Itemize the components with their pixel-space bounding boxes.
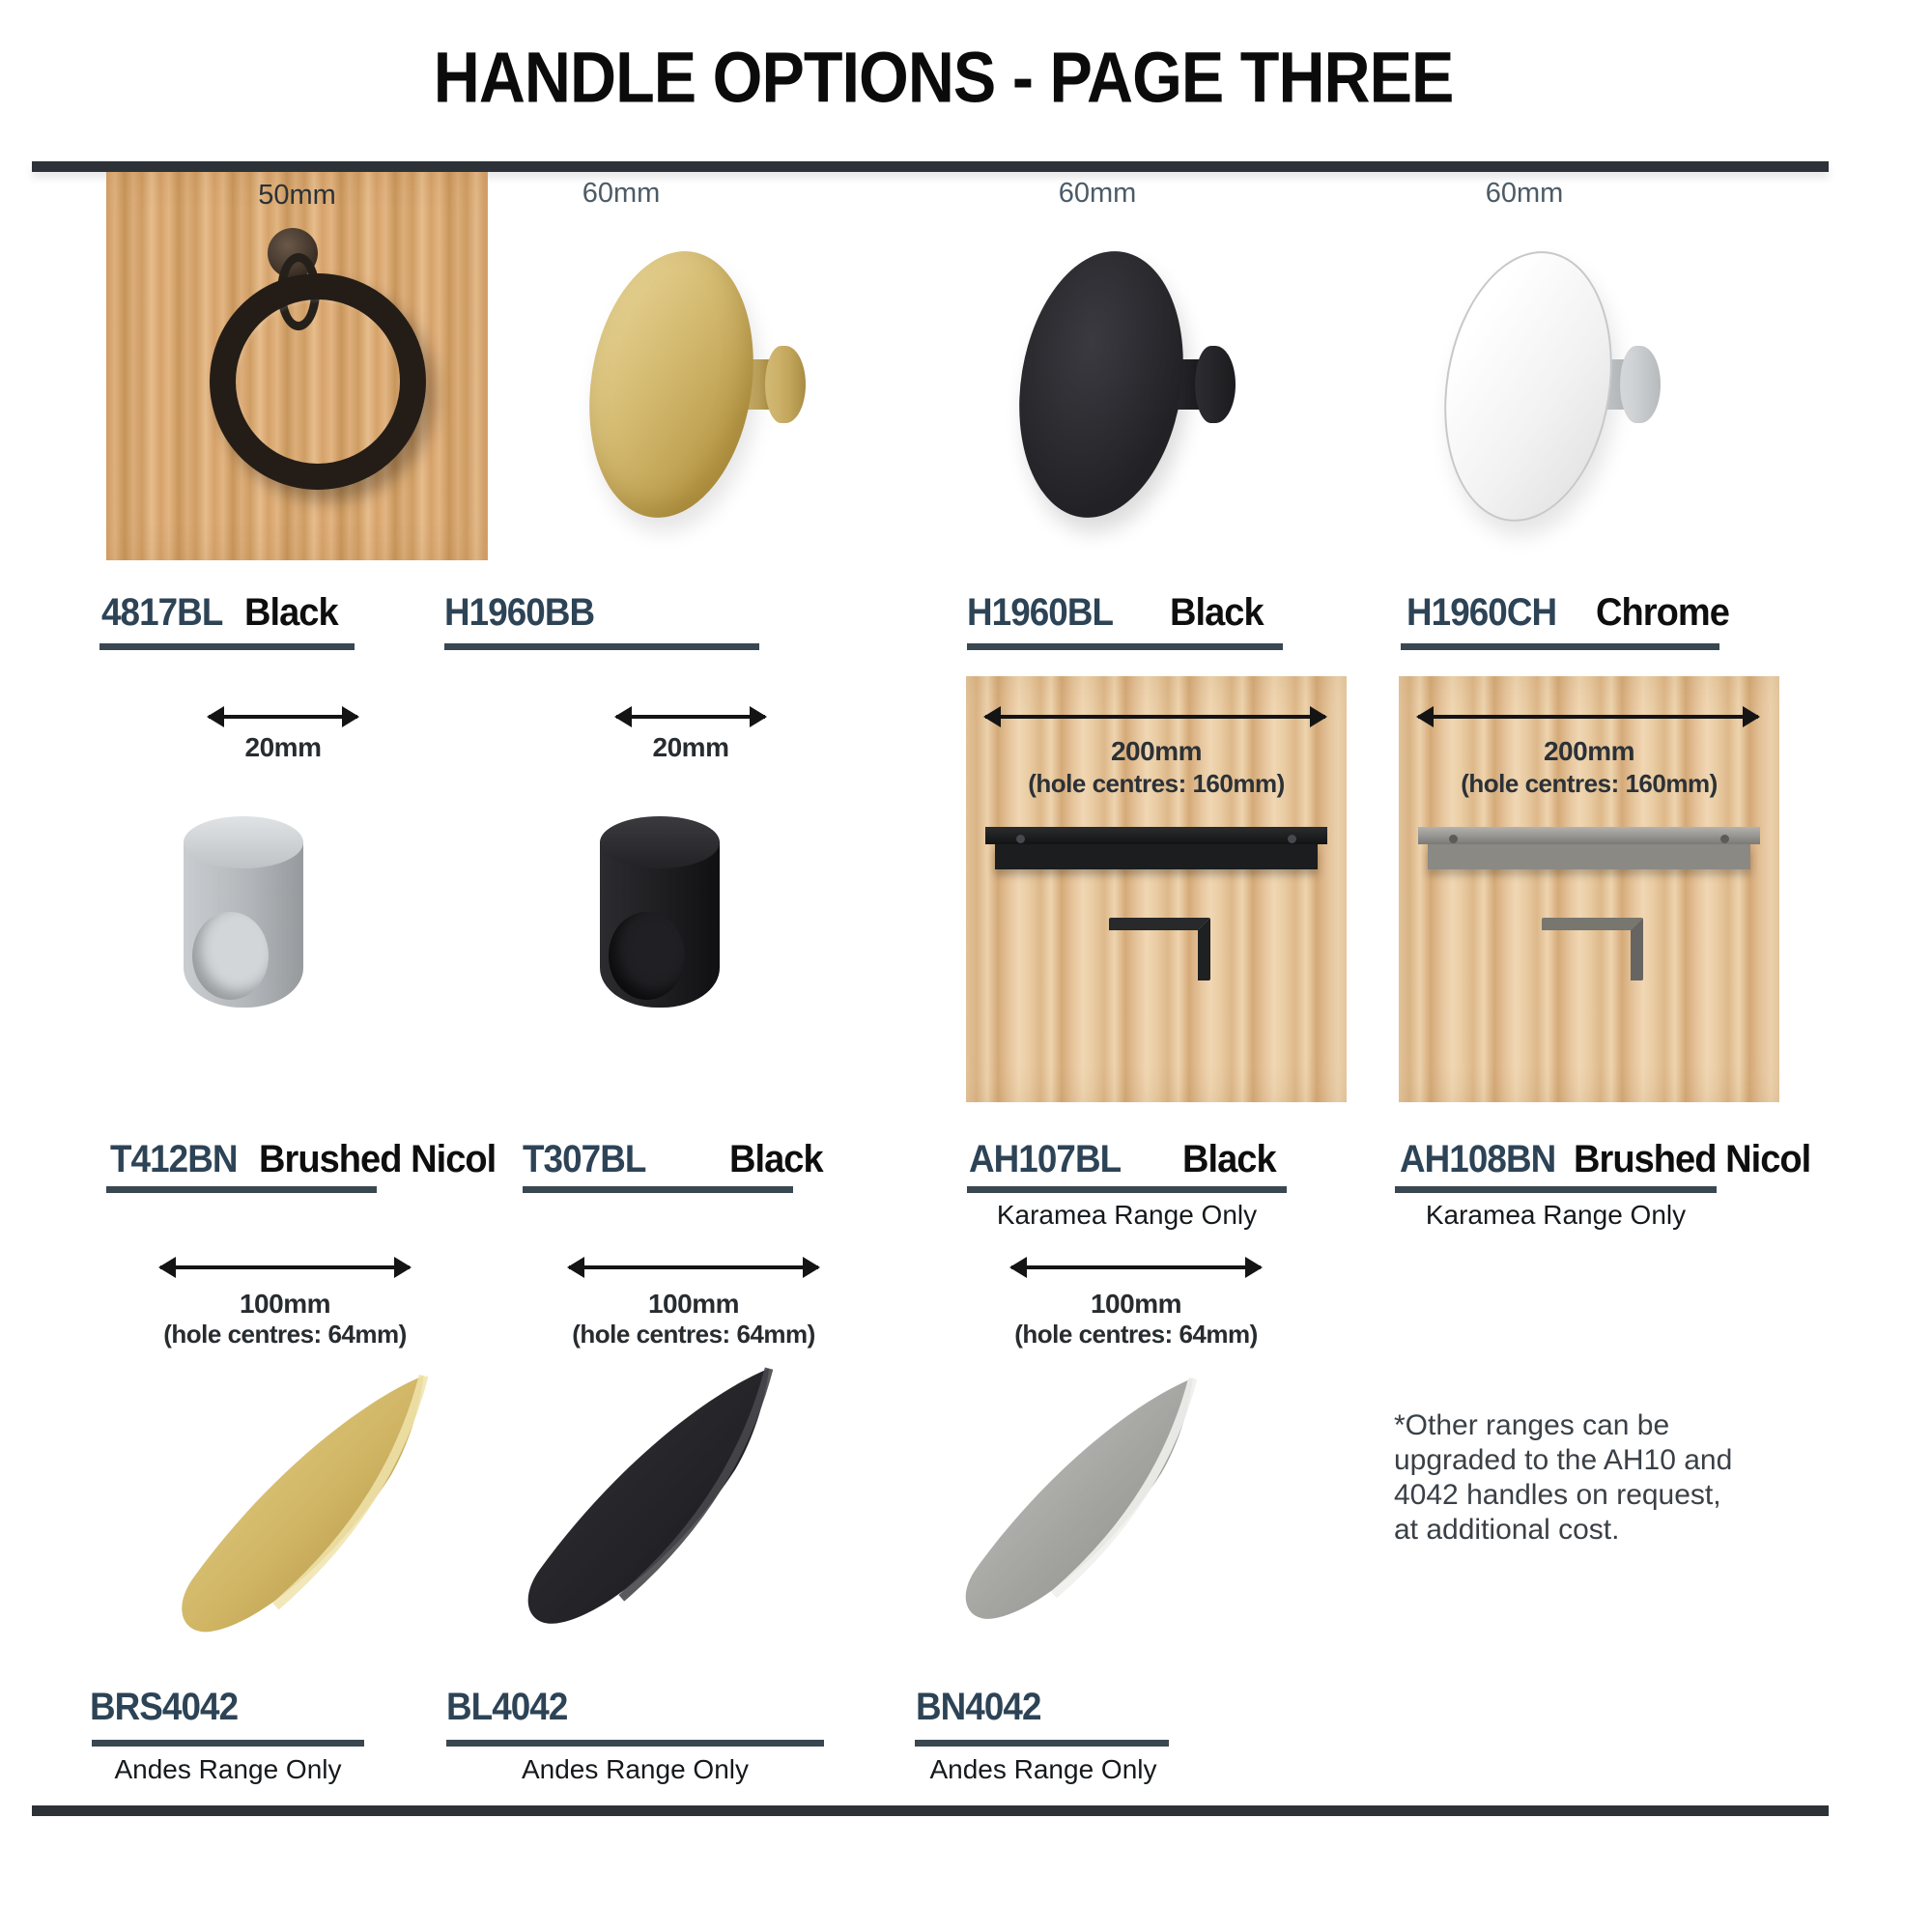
knob-stem-base (1195, 346, 1236, 423)
handle-curved-image-brs4042 (126, 1364, 444, 1646)
dimension-arrow-icon (616, 715, 765, 719)
handle-curved-image-bl4042 (467, 1357, 795, 1637)
screw-dot (1016, 835, 1025, 843)
knob-image-t307bl (600, 816, 720, 1008)
dimension-arrow-icon (209, 715, 357, 719)
product-code: BN4042 (916, 1686, 1041, 1728)
range-note: Karamea Range Only (996, 1200, 1258, 1230)
dimension-arrow-icon (1011, 1265, 1261, 1269)
dimension-label-ah107bl: 200mm (1110, 736, 1202, 766)
caption-underline (444, 643, 759, 650)
hole-centres-label: (hole centres: 160mm) (1461, 769, 1718, 798)
product-code: H1960BL (967, 591, 1114, 634)
finish-label: Black (1170, 591, 1264, 634)
caption-underline (99, 643, 355, 650)
finish-label: Black (244, 591, 338, 634)
dimension-arrow-icon (1418, 715, 1758, 719)
product-photo-4817bl (106, 172, 488, 560)
size-label-4817bl: 50mm (258, 180, 336, 211)
bar-handle-image (1418, 827, 1760, 871)
hole-centres-label: (hole centres: 64mm) (1014, 1320, 1258, 1349)
finish-label: Brushed Nicol (1574, 1138, 1811, 1180)
ring-pull-ring (210, 273, 426, 490)
product-photo-ah107bl (966, 676, 1347, 1102)
page-title (0, 39, 1888, 116)
caption-underline (915, 1740, 1169, 1747)
dimension-label-bn4042: 100mm (1090, 1289, 1181, 1319)
screw-dot (1449, 835, 1458, 843)
product-code: T307BL (523, 1138, 646, 1180)
size-label-h1960bl: 60mm (1058, 178, 1137, 209)
caption-underline (1395, 1186, 1717, 1193)
handle-profile-image (1109, 918, 1210, 980)
bar-handle-top (1418, 827, 1760, 844)
bar-handle-top (985, 827, 1327, 844)
caption-underline (967, 1186, 1287, 1193)
knob-image-h1960bb (571, 240, 771, 530)
screw-dot (1720, 835, 1729, 843)
caption-underline (1401, 643, 1719, 650)
knob-image-h1960ch (1426, 239, 1631, 533)
product-code: AH107BL (969, 1138, 1122, 1180)
range-note: Andes Range Only (114, 1754, 342, 1784)
hole-centres-label: (hole centres: 64mm) (163, 1320, 407, 1349)
hole-centres-label: (hole centres: 64mm) (572, 1320, 815, 1349)
dimension-label-ah108bn: 200mm (1543, 736, 1634, 766)
cylinder-notch (192, 912, 269, 1000)
caption-underline (446, 1740, 824, 1747)
product-code: H1960BB (444, 591, 595, 634)
bar-handle-flange (1428, 844, 1750, 869)
top-divider-bar (32, 161, 1829, 172)
handle-curved-image-bn4042 (913, 1357, 1212, 1642)
finish-label: Chrome (1596, 591, 1729, 634)
bottom-divider-bar (32, 1805, 1829, 1816)
product-code: 4817BL (101, 591, 223, 634)
knob-stem-base (765, 346, 806, 423)
caption-underline (967, 643, 1283, 650)
range-note: Karamea Range Only (1425, 1200, 1687, 1230)
size-label-h1960bb: 60mm (582, 178, 661, 209)
product-code: T412BN (110, 1138, 238, 1180)
product-photo-ah108bn (1399, 676, 1779, 1102)
dimension-arrow-icon (160, 1265, 410, 1269)
dimension-arrow-icon (569, 1265, 818, 1269)
dimension-label-bl4042: 100mm (647, 1289, 739, 1319)
finish-label: Black (729, 1138, 823, 1180)
finish-label: Black (1182, 1138, 1276, 1180)
cylinder-notch (609, 912, 685, 1000)
hole-centres-label: (hole centres: 160mm) (1028, 769, 1285, 798)
dimension-label-t307bl: 20mm (652, 732, 729, 762)
dimension-label-t412bn: 20mm (244, 732, 322, 762)
cylinder-top (600, 816, 720, 868)
size-label-h1960ch: 60mm (1485, 178, 1564, 209)
bar-handle-flange (995, 844, 1318, 869)
screw-dot (1288, 835, 1296, 843)
product-code: BRS4042 (90, 1686, 239, 1728)
dimension-arrow-icon (985, 715, 1325, 719)
knob-stem-base (1620, 346, 1661, 423)
cylinder-top (184, 816, 303, 868)
handle-profile-image (1542, 918, 1643, 980)
range-note: Andes Range Only (521, 1754, 750, 1784)
dimension-label-brs4042: 100mm (239, 1289, 330, 1319)
knob-image-t412bn (184, 816, 303, 1008)
bar-handle-image (985, 827, 1327, 871)
caption-underline (106, 1186, 377, 1193)
knob-image-h1960bl (1001, 240, 1201, 530)
range-note: Andes Range Only (929, 1754, 1157, 1784)
product-code: H1960CH (1406, 591, 1557, 634)
page-title-text: HANDLE OPTIONS - PAGE THREE (434, 37, 1454, 118)
product-code: BL4042 (446, 1686, 568, 1728)
product-code: AH108BN (1400, 1138, 1556, 1180)
upgrade-note: *Other ranges can be upgraded to the AH10 and 4042 handles on request, at additional cost. (1394, 1409, 1733, 1546)
finish-label: Brushed Nicol (259, 1138, 497, 1180)
caption-underline (523, 1186, 793, 1193)
caption-underline (92, 1740, 364, 1747)
